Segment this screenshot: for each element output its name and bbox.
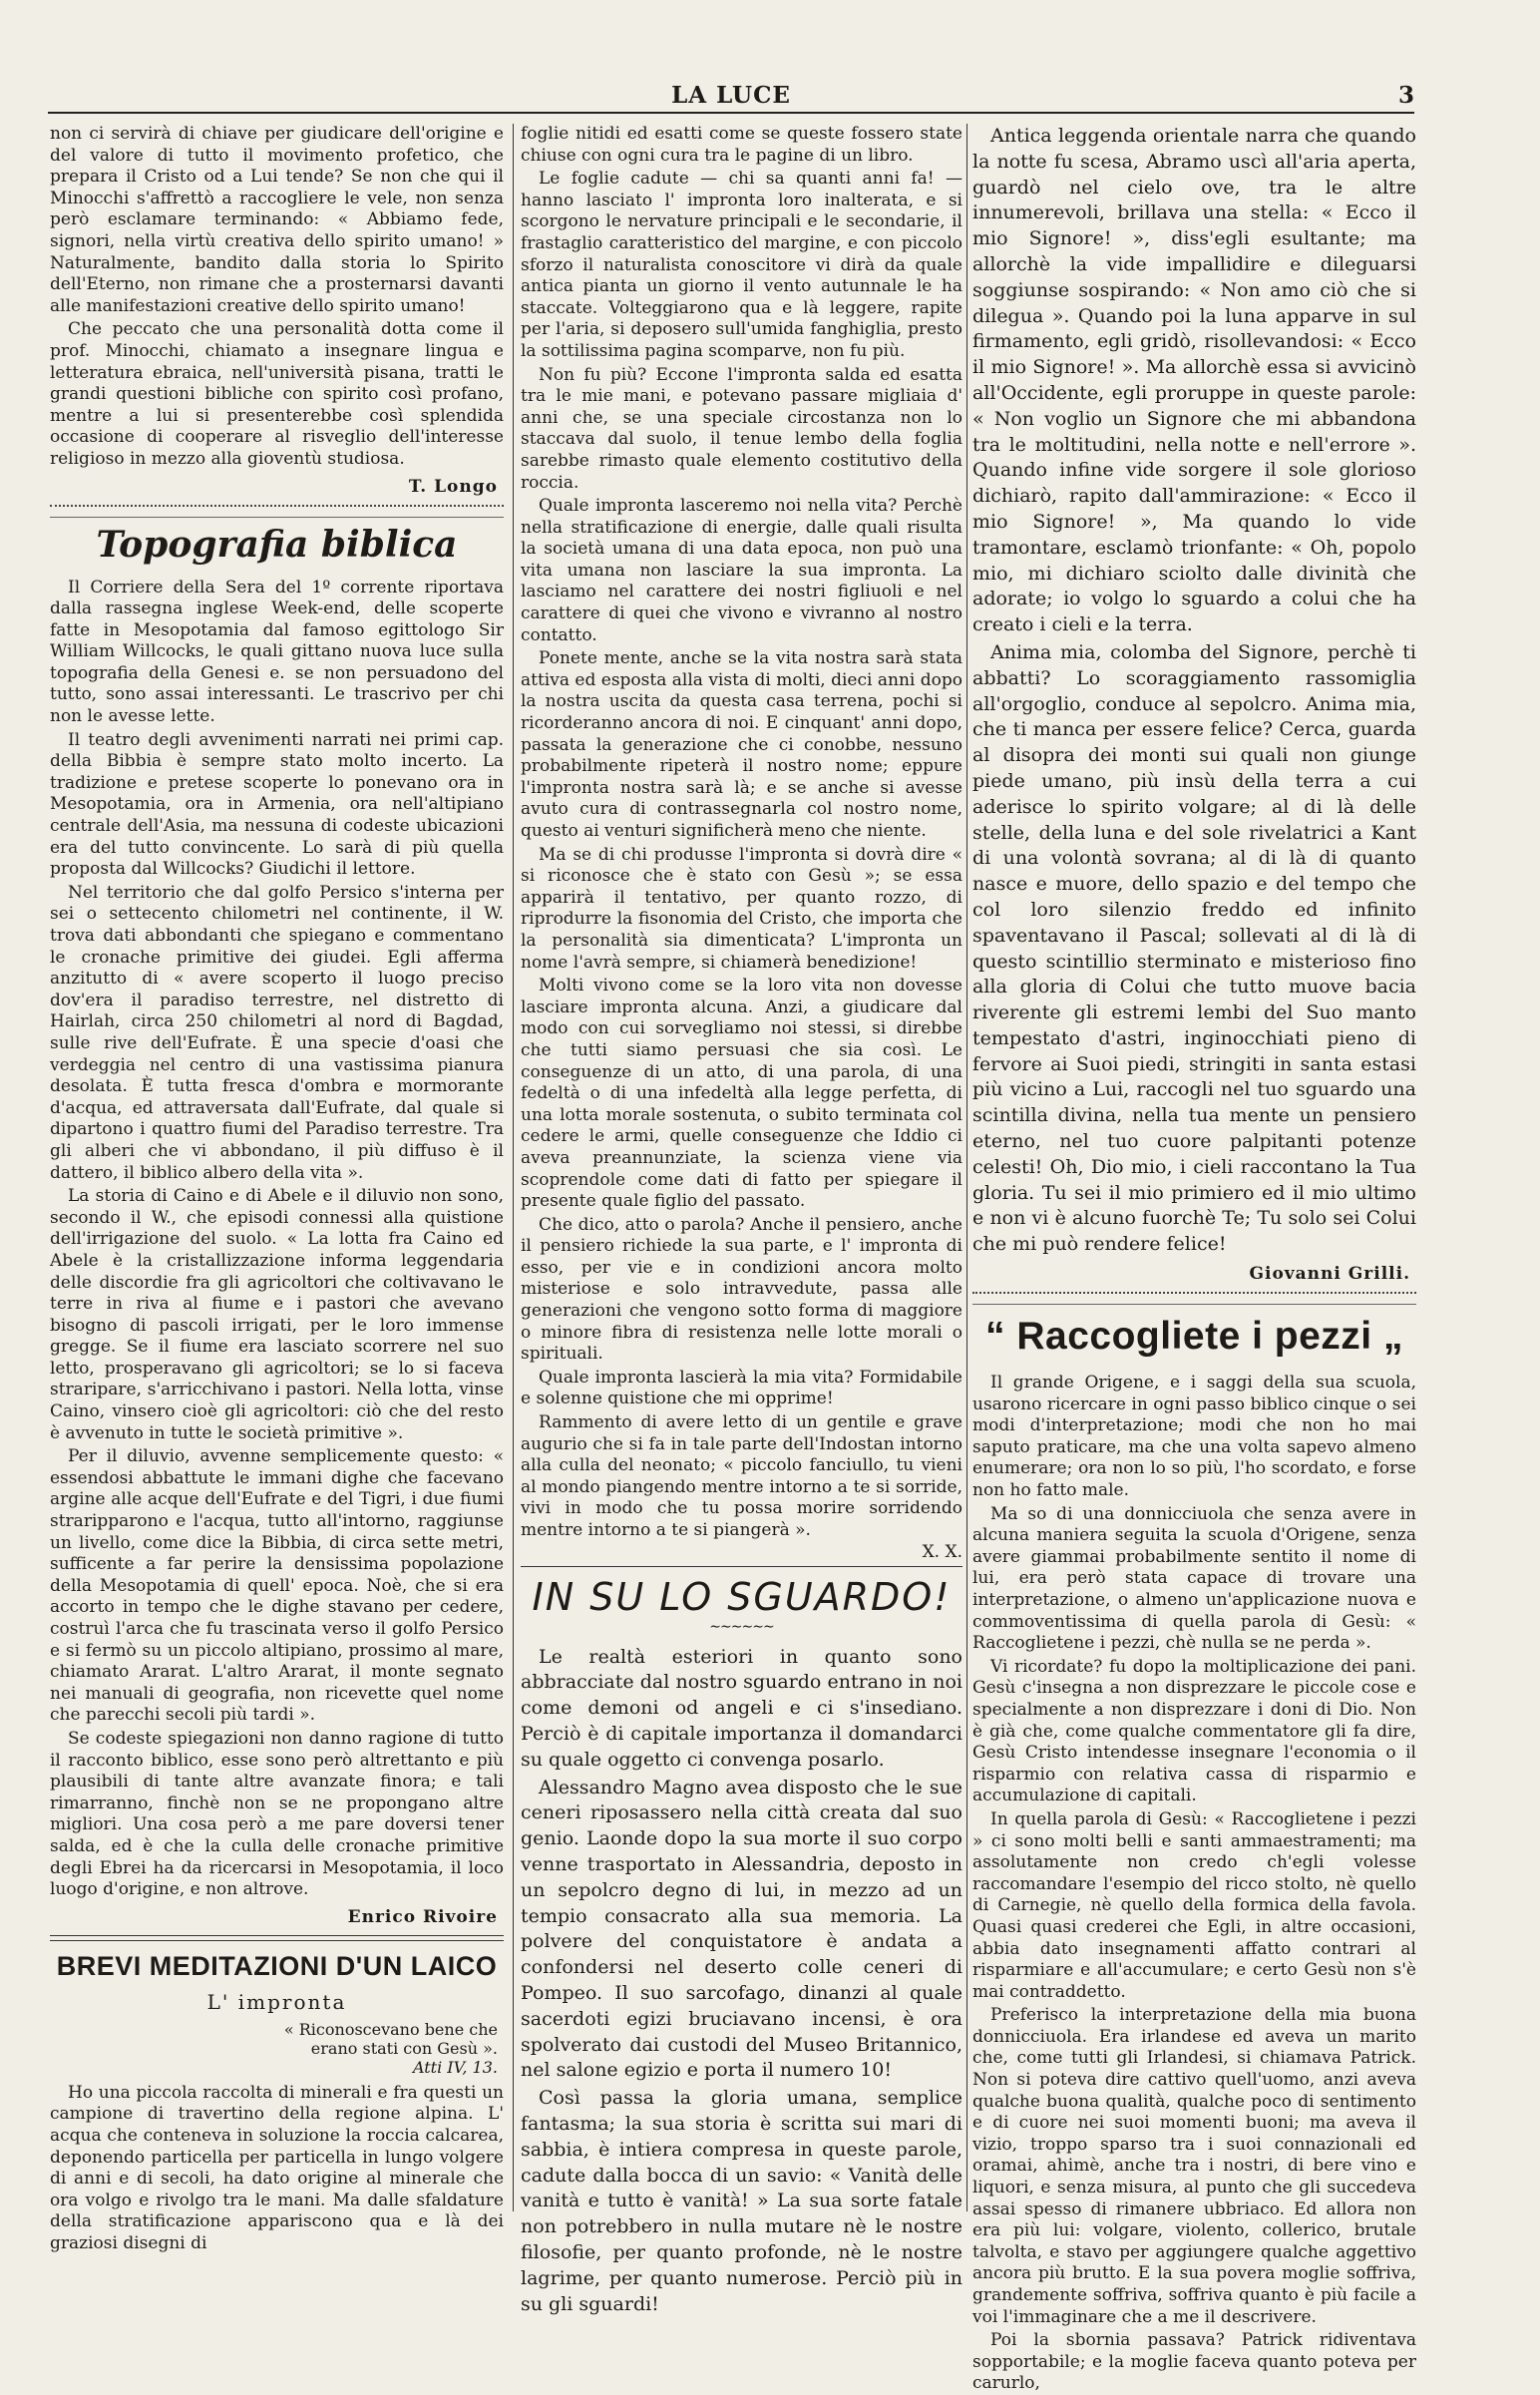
intro-paragraph: non ci servirà di chiave per giudicare dell'origine e del valore di tutto il movimento profetico, che prepara il Cristo od a Lui tende? Se non che qui il Minocchi s'affrettò a raccogliere le vele, non senza però esclamare terminando: « Abbiamo fede, signori, nella virtù creativa dello spirito umano! » Naturalmente, bandito dalla storia lo Spirito dell'Eterno, non rimane che a prosternarsi davanti alle manifestazioni creative dello spirito umano! — [50, 124, 504, 316]
article-paragraph: Rammento di avere letto di un gentile e grave augurio che si fa in tale parte dell'Indostan intorno alla culla del neonato; « piccolo fanciullo, tu vieni al mondo piangendo mentre intorno a te si sorride, vivi in modo che tu possa morire sorridendo mentre intorno a te si piangerà ». — [521, 1412, 962, 1540]
article-paragraph: Non fu più? Eccone l'impronta salda ed esatta tra le mie mani, e potevano passare migliaia d' anni che, se una speciale circostanza non lo staccava dal suolo, il tenue lembo della foglia sarebbe rimasto quale elemento costitutivo della roccia. — [521, 364, 962, 493]
section-divider — [972, 1292, 1416, 1305]
epigraph-reference: Atti IV, 13. — [412, 2057, 498, 2077]
article-paragraph: In quella parola di Gesù: « Raccoglietene i pezzi » ci sono molti belli e santi ammaestramenti; ma assolutamente non credo ch'egli volesse raccomandare l'esempio del ricco stolto, nè quello di Carnegie, nè quello della formica della favola. Quasi quasi crederei che Egli, in altre occasioni, abbia dato insegnamenti affatto contrari al risparmiare e all'accumulare; e certo Gesù non s'è mai contraddetto. — [972, 1808, 1416, 2002]
article-signature: T. Longo — [408, 476, 498, 497]
article-paragraph: Ma se di chi produsse l'impronta si dovrà dire « si riconosce che è stato con Gesù »; se essa apparirà il tentativo, per quanto rozzo, di riprodurre la fisonomia del Cristo, che importa che la personalità sia dimenticata? L'impronta un nome l'avrà sempre, si chiamerà benedizione! — [521, 844, 962, 973]
title-ornament: ∼∼∼∼∼∼ — [709, 1618, 774, 1635]
header-rule — [48, 112, 1414, 114]
article-paragraph: Il teatro degli avvenimenti narrati nei primi cap. della Bibbia è sempre stato molto incerto. La tradizione e pretese scoperte lo ponevano ora in Mesopotamia, ora in Armenia, ora nell'altipiano centrale dell'Asia, ma nessuna di codeste ubicazioni era del tutto convincente. Lo sarà di più quella proposta dal Willcocks? Giudichi il lettore. — [50, 729, 504, 880]
article-paragraph: Nel territorio che dal golfo Persico s'interna per sei o settecento chilometri nel continente, il W. trova dati abbondanti che spiegano e commentano le cronache primitive dei giudei. Egli afferma anzitutto di « avere scoperto il luogo preciso dov'era il paradiso terrestre, nel distretto di Hairlah, circa 250 chilometri al nord di Bagdad, sulle rive dell'Eufrate. È una specie d'oasi che verdeggia nel centro di una vastissima pianura desolata. È tutta fresca d'ombra e mormorante d'acqua, ed attraversata dall'Eufrate, dal quale si dipartono i quattro fiumi del Paradiso terrestre. Tra gli alberi che vi abbondano, il più diffuso è il dattero, il biblico albero della vita ». — [50, 882, 504, 1183]
article-paragraph: Per il diluvio, avvenne semplicemente questo: « essendosi abbattute le immani dighe che facevano argine alle acque dell'Eufrate e del Tigri, i due fiumi straripparono e l'acqua, tutto all'intorno, raggiunse un livello, come dice la Bibbia, di circa sette metri, sufficente a far perire la densissima popolazione della Mesopotamia di quell' epoca. Noè, che si era accorto in tempo che le dighe stavano per cedere, costruì l'arca che fu trascinata verso il golfo Persico e si fermò su un piccolo altipiano, prossimo al mare, chiamato Ararat. L'altro Ararat, il monte segnato nei manuali di geografia, non ricevette quel nome che parecchi secoli più tardi ». — [50, 1446, 504, 1726]
article-paragraph: Vi ricordate? fu dopo la moltiplicazione dei pani. Gesù c'insegna a non disprezzare le piccole cose e specialmente a non disprezzare i doni di Dio. Non è già che, come qualche commentatore gli fa dire, Gesù Cristo intendesse insegnare l'economia o il risparmio con relativa cassa di risparmio e accumulazione di capitali. — [972, 1656, 1416, 1806]
article-paragraph: Che dico, atto o parola? Anche il pensiero, anche il pensiero richiede la sua parte, e l' impronta di esso, per vie e in condizioni ancora molto misteriose e solo intravvedute, passa alle generazioni che vengono sotto forma di maggiore o minore fibra di resistenza nelle lotte morali o spirituali. — [521, 1214, 962, 1365]
article-paragraph: Molti vivono come se la loro vita non dovesse lasciare impronta alcuna. Anzi, a giudicare dal modo con cui sorvegliamo noi stessi, si direbbe che tutti siamo persuasi che sia così. Le conseguenze di un atto, di una parola, di una fedeltà o di una infedeltà alla legge perfetta, di una lotta morale sostenuta, o subito terminata col cedere le armi, quelle conseguenze che Iddio ci aveva preannunziate, la scienza viene via scoprendole come dati di fatto per spiegare il presente quale figlio del passato. — [521, 976, 962, 1212]
article-paragraph: Le realtà esteriori in quanto sono abbracciate dal nostro sguardo entrano in noi come demoni od angeli e ci s'insediano. Perciò è di capitale importanza il domandarci su quale oggetto ci convenga posarlo. — [521, 1645, 962, 1771]
column-divider-2 — [966, 124, 967, 2211]
article-paragraph: Il grande Origene, e i saggi della sua scuola, usarono ricercare in ogni passo biblico cinque o sei modi d'interpretazione; modi che non ho mai saputo praticare, ma che una volta sapevo almeno enumerare; ora non lo so più, l'ho scordato, e forse non ho fatto male. — [972, 1373, 1416, 1501]
article-title-topografia: Topografia biblica — [96, 523, 458, 566]
article-paragraph: foglie nitidi ed esatti come se queste fossero state chiuse con ogni cura tra le pagine di un libro. — [521, 124, 962, 166]
article-paragraph: Ma so di una donnicciuola che senza avere in alcuna maniera seguita la scuola d'Origene, senza avere giammai probabilmente sentito il nome di lui, era però stata capace di trovare una interpretazione, o almeno un'applicazione nuova e commoventissima di quella parola di Gesù: « Raccoglietene i pezzi, chè nulla se ne perda ». — [972, 1503, 1416, 1654]
article-paragraph: Ponete mente, anche se la vita nostra sarà stata attiva ed esposta alla vista di molti, dieci anni dopo la nostra uscita da questa casa terrena, pochi si ricorderanno ancora di noi. E cinquant' anni dopo, passata la generazione che ci conobbe, nessuno probabilmente ripeterà il nostro nome; eppure l'impronta nostra sarà là; e se anche si avesse avuto cura di contrassegnarla col nostro nome, questo ai venturi significherà meno che niente. — [521, 648, 962, 841]
article-paragraph: Poi la sbornia passava? Patrick ridiventava sopportabile; e la moglie faceva quanto poteva per carurlo, — [972, 2330, 1416, 2394]
article-title-in-su-lo-sguardo: IN SU LO SGUARDO! — [532, 1574, 952, 1619]
article-paragraph: Anima mia, colomba del Signore, perchè ti abbatti? Lo scoraggiamento rassomiglia all'orgoglio, conduce al sepolcro. Anima mia, che ti manca per essere felice? Cerca, guarda al disopra dei monti sui quali non giunge piede umano, più insù della terra a cui aderisce lo spirito volgare; al di là delle stelle, della luna e del sole rivelatrici a Kant di una volontà sovrana; al di là di quanto nasce e muore, dello spazio e del tempo che col loro silenzio freddo ed infinito spaventavano il Pascal; sollevati al di là di questo scintillio sterminato e misterioso fino alla gloria di Colui che tutto muove bacia riverente gli estremi lembi del Suo manto tempestato d'astri, inginocchiati pieno di fervore ai Suoi piedi, stringiti in santa estasi più vicino a Lui, raccogli nel tuo sguardo una scintilla divina, nella tua mente un pensiero eterno, nel tuo cuore palpitanti potenze celesti! Oh, Dio mio, i cieli raccontano la Tua gloria. Tu sei il mio primiero ed il mio ultimo e non vi è alcuno fuorchè Te; Tu solo sei Colui che mi può rendere felice! — [972, 640, 1416, 1256]
article-paragraph: La storia di Caino e di Abele e il diluvio non sono, secondo il W., che episodi connessi alla quistione dell'irrigazione del suolo. « La lotta fra Caino ed Abele è la cristallizzazione informa leggendaria delle discordie fra gli agricoltori che coltivavano le terre in riva al fiume e i pastori che avevano bisogno di pascoli irrigati, per le loro immense gregge. Se il fiume era lasciato scorrere nel suo letto, prosperavano gli agricoltori; se lo si faceva straripare, s'arricchivano i pastori. Nella lotta, vinse Caino, vinsero cioè gli agricoltori: ciò che del resto è avvenuto in tutte le società primitive ». — [50, 1186, 504, 1443]
section-divider — [50, 1940, 504, 1941]
newspaper-title: LA LUCE — [671, 82, 791, 109]
page-number: 3 — [1397, 82, 1414, 109]
column-1 — [50, 124, 504, 2253]
epigraph-line: « Riconoscevano bene che — [283, 2019, 498, 2039]
article-paragraph: Così passa la gloria umana, semplice fantasma; la sua storia è scritta sui mari di sabbia, è intiera compresa in queste parole, cadute dalla bocca di un savio: « Vanità delle vanità e tutto è vanità! » La sua sorte fatale non potrebbero in nulla mutare nè le nostre filosofie, per quanto profonde, nè le nostre lagrime, per quanto numerose. Perciò più in su gli sguardi! — [521, 2087, 962, 2315]
section-divider — [521, 1566, 962, 1567]
section-divider — [50, 505, 504, 518]
article-paragraph: Quale impronta lasceremo noi nella vita? Perchè nella stratificazione di energie, dalle quali risulta la società umana di una data epoca, non può una vita umana non lasciare la sua impronta. La lasciamo nel carattere dei nostri figliuoli e nel carattere di quei che vivono e vivranno al nostro contatto. — [521, 496, 962, 645]
column-divider-1 — [513, 124, 514, 2211]
column-2 — [521, 124, 962, 2315]
article-title-raccogliete-i-pezzi: “ Raccogliete i pezzi „ — [985, 1315, 1403, 1359]
section-title-brevi-meditazioni: BREVI MEDITAZIONI D'UN LAICO — [56, 1950, 498, 1981]
article-paragraph: Alessandro Magno avea disposto che le sue ceneri riposassero nella città creata dal suo genio. Laonde dopo la sua morte il suo corpo venne trasportato in Alessandria, deposto in un sepolcro degno di lui, in mezzo ad un tempio consacrato alla sua memoria. La polvere del conquistatore è andata a confondersi nel deserto colle ceneri di Pompeo. Il suo sarcofago, dinanzi al quale sacerdoti egizi bruciavano incensi, è ora spolverato dai custodi del Museo Britannico, nel salone egizio e porta il numero 10! — [521, 1776, 962, 2082]
article-paragraph: Le foglie cadute — chi sa quanti anni fa! — hanno lasciato l' impronta loro inalterata, e si scorgono le nervature principali e le secondarie, il frastaglio caratteristico del margine, e con piccolo sforzo il naturalista conoscitore vi dirà da quale antica pianta un giorno il vento autunnale le ha staccate. Volteggiarono qua e là leggere, rapite per l'aria, si deposero sull'umida fanghiglia, presto la sottilissima pagina scomparve, non fu più. — [521, 169, 962, 361]
article-paragraph: Se codeste spiegazioni non danno ragione di tutto il racconto biblico, esse sono però altrettanto e più plausibili di tante altre avanzate finora; e tali rimarranno, finchè non se ne propongano altre migliori. Una cosa però a me pare doversi tener salda, ed è che la culla delle cronache primitive degli Ebrei ha da ricercarsi in Mesopotamia, il loco luogo d'origine, e non altrove. — [50, 1728, 504, 1900]
article-signature: Giovanni Grilli. — [1249, 1264, 1410, 1285]
article-signature: Enrico Rivoire — [347, 1906, 498, 1927]
section-divider — [50, 1935, 504, 1936]
page-header — [48, 82, 1414, 112]
article-paragraph: Quale impronta lascierà la mia vita? Formidabile e solenne quistione che mi opprime! — [521, 1367, 962, 1409]
article-paragraph: Il Corriere della Sera del 1º corrente riportava dalla rassegna inglese Week-end, delle scoperte fatte in Mesopotamia dal famoso egittologo Sir William Willcocks, le quali gittano nuova luce sulla topografia della Genesi e. se non persuadono del tutto, sono assai interessanti. Le trascrivo per chi non le avesse lette. — [50, 577, 504, 727]
epigraph-line: erano stati con Gesù ». — [310, 2038, 498, 2058]
intro-paragraph: Che peccato che una personalità dotta come il prof. Minocchi, chiamato a insegnare lingua e letteratura ebraica, nell'università pisana, tratti le grandi questioni bibliche con spirito così profano, mentre a lui si presenterebbe così splendida occasione di cooperare al risveglio dell'interesse religioso in mezzo alla gioventù studiosa. — [50, 319, 504, 469]
article-signature: X. X. — [922, 1541, 962, 1562]
article-title-impronta: L' impronta — [206, 1989, 347, 2014]
column-3 — [972, 124, 1416, 2394]
article-paragraph: Preferisco la interpretazione della mia buona donnicciuola. Era irlandese ed aveva un marito che, come tutti gli Irlandesi, si chiamava Patrick. Non si poteva dire cattivo quell'uomo, anzi aveva qualche buona qualità, qualche poco di sentimento e di cuore nei suoi momenti buoni; ma aveva il vizio, troppo sparso tra i suoi connazionali ed oramai, ahimè, anche tra i nostri, di bere vino e liquori, e senza misura, al punto che gli succedeva assai spesso di rimanere ubbriaco. Ed allora non era più lui: volgare, violento, collerico, brutale talvolta, e stavo per aggiungere qualche aggettivo ancora più brutto. E la sua povera moglie soffriva, grandemente soffriva, soffriva quanto è più facile a voi l'immaginare che a me il descrivere. — [972, 2005, 1416, 2327]
article-paragraph: Ho una piccola raccolta di minerali e fra questi un campione di travertino della regione alpina. L' acqua che conteneva in soluzione la roccia calcarea, deponendo particella per particella in lungo volgere di anni e di secoli, ha dato origine al minerale che ora volgo e rivolgo tra le mani. Ma dalle sfaldature della stratificazione appariscono qua e là dei graziosi disegni di — [50, 2082, 504, 2253]
article-paragraph: Antica leggenda orientale narra che quando la notte fu scesa, Abramo uscì all'aria aperta, guardò nel cielo ove, tra le altre innumerevoli, brillava una stella: « Ecco il mio Signore! », diss'egli esultante; ma allorchè la vide impallidire e dileguarsi soggiunse sospirando: « Non amo ciò che si dilegua ». Quando poi la luna apparve in sul firmamento, egli gridò, risollevandosi: « Ecco il mio Signore! ». Ma allorchè essa si avvicinò all'Occidente, egli proruppe in queste parole: « Non voglio un Signore che mi abbandona tra le moltitudini, nella notte e nell'errore ». Quando infine vide sorgere il sole glorioso dichiarò, rapito dall'ammirazione: « Ecco il mio Signore! », Ma quando lo vide tramontare, esclamò trionfante: « Oh, popolo mio, mi dichiaro sciolto dalle divinità che adorate; io volgo lo sguardo a colui che ha creato i cieli e la terra. — [972, 125, 1416, 636]
epigraph — [50, 2020, 498, 2077]
